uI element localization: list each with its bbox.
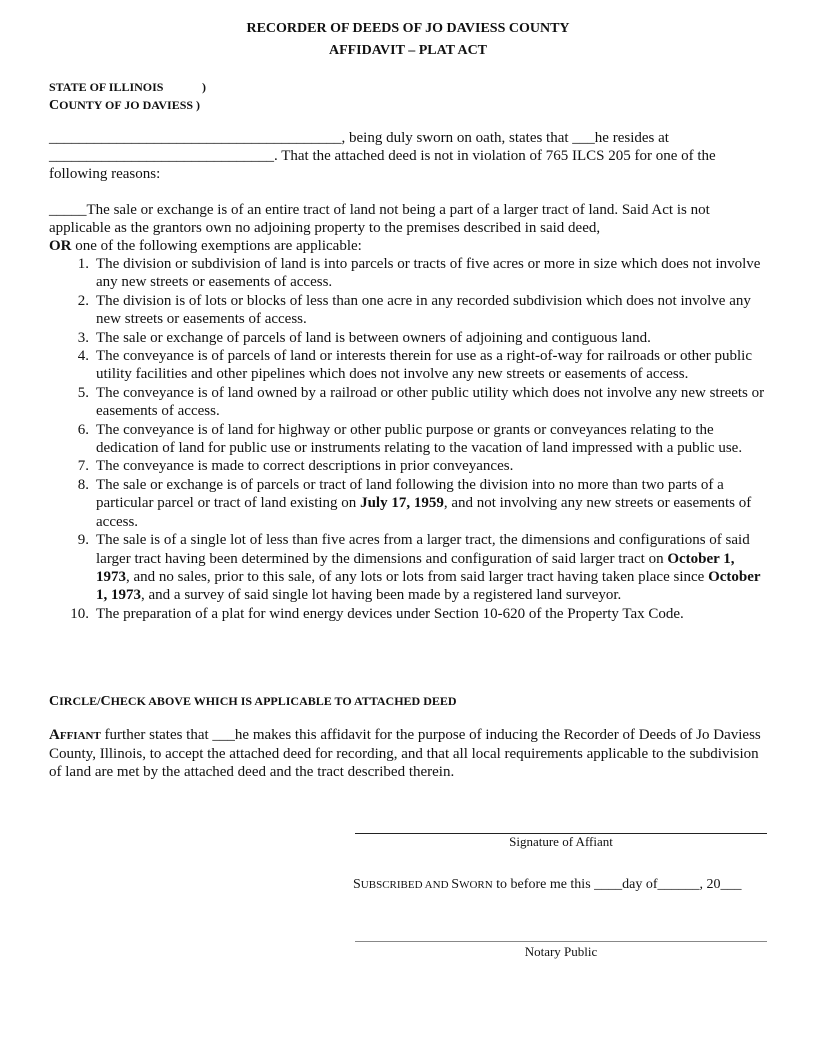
item-number: 10. bbox=[70, 605, 89, 622]
check-text: HECK ABOVE WHICH IS APPLICABLE TO ATTACHED DEED bbox=[110, 694, 457, 708]
subscribed-sworn-line bbox=[353, 877, 742, 893]
item-number: 4. bbox=[77, 348, 89, 365]
venue-county bbox=[49, 96, 771, 115]
item-text: The sale is of a single lot of less than five acres from a larger tract, the dimensions and configurations of said larger tract having been determined by the dimensions and configuration of said larger tract on bbox=[96, 532, 750, 567]
affiant-initial: A bbox=[49, 727, 60, 743]
subscribed-initial: S bbox=[353, 877, 361, 892]
list-item bbox=[49, 605, 771, 623]
venue-state bbox=[49, 78, 771, 96]
circle-check-instruction bbox=[49, 692, 771, 711]
item-text: The preparation of a plat for wind energy devices under Section 10-620 of the Property Tax Code. bbox=[96, 605, 684, 622]
item-number: 1. bbox=[77, 256, 89, 272]
circle-text: IRCLE/ bbox=[59, 694, 101, 708]
item-number: 7. bbox=[77, 458, 89, 475]
item-text: The conveyance is made to correct descriptions in prior conveyances. bbox=[96, 458, 514, 475]
list-item bbox=[49, 531, 771, 605]
intro-line-2: ______________________________. That the attached deed is not in violation of 765 ILCS 205 for one of the bbox=[49, 148, 716, 164]
or-text: one of the following exemptions are applicable: bbox=[71, 238, 362, 254]
item-text: The sale or exchange is of parcels or tract of land following the division into no more than two parts of a particular parcel or tract of land existing on bbox=[96, 476, 724, 512]
circle-initial: C bbox=[49, 694, 60, 709]
item-text: The division is of lots or blocks of less than one acre in any recorded subdivision which does not involve any new streets or easements of access. bbox=[96, 292, 751, 328]
item-text: The conveyance is of land for highway or other public purpose or grants or conveyances relating to the dedication of land for public use or instruments relating to the vacation of land impressed with a public use. bbox=[96, 421, 743, 457]
intro-line-3: following reasons: bbox=[49, 166, 161, 182]
county-initial: C bbox=[49, 98, 60, 113]
item-text: The sale or exchange of parcels of land is between owners of adjoining and contiguous land. bbox=[96, 329, 651, 346]
affiant-label: FFIANT bbox=[59, 730, 101, 742]
sworn-initial: S bbox=[451, 877, 460, 892]
subscribed-label: UBSCRIBED AND bbox=[360, 879, 452, 891]
item-text: , and no sales, prior to this sale, of any lots or lots from said larger tract having taken place since bbox=[126, 568, 709, 585]
list-item bbox=[49, 347, 771, 384]
item-text: , and a survey of said single lot having been made by a registered land surveyor. bbox=[141, 587, 622, 604]
or-line bbox=[49, 237, 771, 255]
or-label: OR bbox=[49, 238, 72, 254]
state-paren: ) bbox=[202, 80, 206, 94]
item-number: 6. bbox=[77, 421, 89, 438]
sale-paragraph: _____The sale or exchange is of an entire tract of land not being a part of a larger tract of land. Said Act is not applicable as the grantors own no adjoining property to the premises described in said deed, bbox=[49, 202, 710, 236]
item-text: The division or subdivision of land is into parcels or tracts of five acres or more in size which does not involve any new streets or easements of access. bbox=[96, 256, 761, 291]
list-item bbox=[49, 421, 771, 458]
list-item bbox=[49, 384, 771, 421]
state-label: STATE OF ILLINOIS bbox=[49, 80, 164, 94]
intro-line-1: _______________________________________, being duly sworn on oath, states that ___he resides at bbox=[49, 130, 669, 146]
list-item bbox=[49, 292, 771, 329]
sworn-label: WORN bbox=[459, 879, 493, 891]
document-subtitle: AFFIDAVIT – PLAT ACT bbox=[328, 43, 488, 58]
date-1959: July 17, 1959 bbox=[360, 495, 444, 512]
item-text: , and not involving any new streets or easements of access. bbox=[96, 495, 752, 530]
item-number: 8. bbox=[77, 476, 89, 493]
item-text: The conveyance is of parcels of land or interests therein for use as a right-of-way for railroads or other public utility facilities and other pipelines which does not involve any new streets or easements of access. bbox=[96, 348, 753, 383]
subscribed-text: to before me this ____day of______, 20___ bbox=[492, 877, 742, 892]
item-number: 2. bbox=[77, 292, 89, 309]
date-1973: October 1, 1973 bbox=[96, 568, 761, 604]
item-number: 9. bbox=[77, 532, 89, 549]
exemptions-list bbox=[49, 255, 771, 623]
signature-label: Signature of Affiant bbox=[509, 834, 613, 849]
list-item bbox=[49, 255, 771, 292]
date-1973: October 1, 1973 bbox=[96, 550, 735, 585]
notary-signature-line bbox=[355, 941, 767, 942]
check-initial: C bbox=[100, 694, 111, 709]
notary-label: Notary Public bbox=[524, 944, 598, 959]
item-number: 5. bbox=[77, 384, 89, 401]
document-title: RECORDER OF DEEDS OF JO DAVIESS COUNTY bbox=[246, 21, 570, 36]
list-item bbox=[49, 457, 771, 475]
item-text: The conveyance is of land owned by a railroad or other public utility which does not involve any new streets or easements of access. bbox=[96, 384, 765, 420]
county-label: OUNTY OF JO DAVIESS ) bbox=[59, 98, 201, 112]
list-item bbox=[49, 476, 771, 531]
affiant-text: further states that ___he makes this affidavit for the purpose of inducing the Recorder of Deeds of Jo Daviess County, Illinois, to accept the attached deed for recording, and that all local requirements applicable to the subdivision of land are met by the attached deed and the tract described therein. bbox=[49, 727, 761, 780]
affiant-statement bbox=[49, 726, 771, 781]
item-number: 3. bbox=[77, 329, 89, 346]
list-item bbox=[49, 329, 771, 347]
